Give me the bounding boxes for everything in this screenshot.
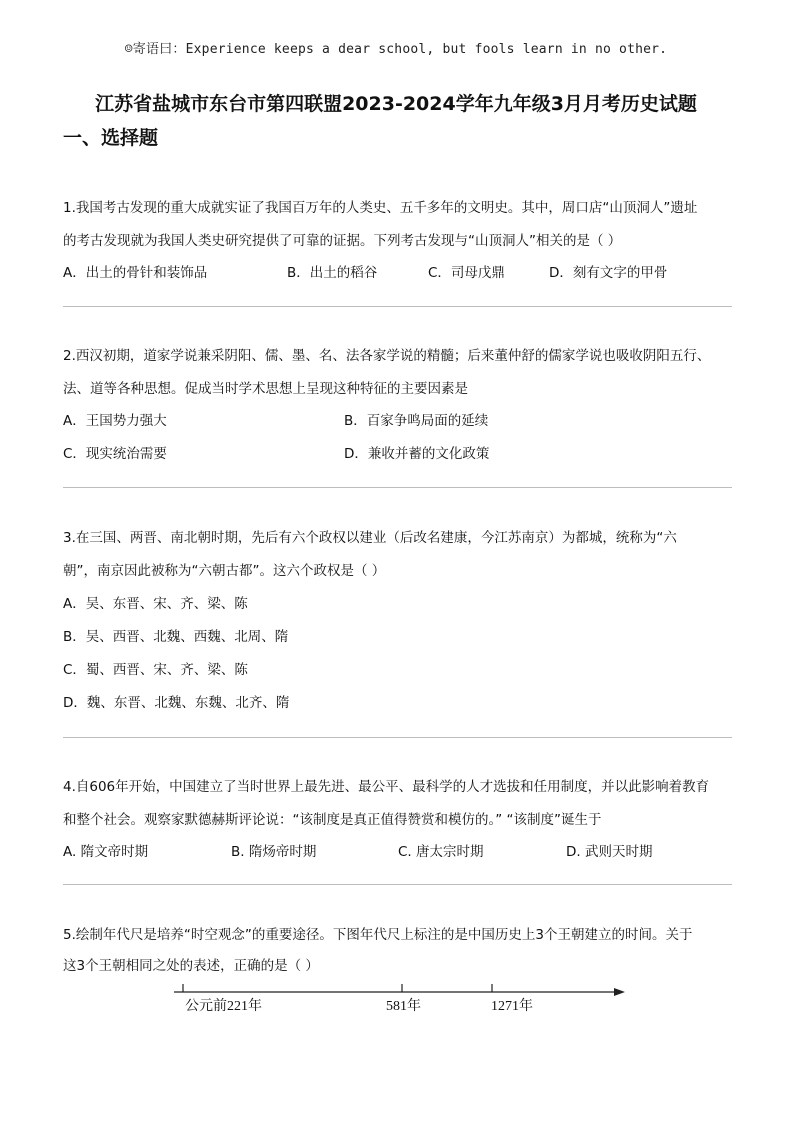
motto-line: ☺寄语曰：Experience keeps a dear school, but fools learn in no other. — [124, 42, 668, 57]
question-2-option-b: B．百家争鸣局面的延续 — [344, 413, 489, 429]
divider — [63, 487, 732, 488]
question-4-line-2: 和整个社会。观察家默德赫斯评论说：“该制度是真正值得赞赏和模仿的。” “该制度”诞生于 — [63, 812, 602, 828]
timeline-label-2: 581年 — [386, 999, 421, 1014]
question-2-option-d: D．兼收并蓄的文化政策 — [344, 446, 490, 462]
question-3-option-b: B．吴、西晋、北魏、西魏、北周、隋 — [63, 629, 289, 645]
section-title: 一、选择题 — [63, 127, 159, 149]
timeline-arrow — [614, 988, 625, 996]
exam-title: 江苏省盐城市东台市第四联盟2023-2024学年九年级3月月考历史试题 — [95, 93, 697, 115]
question-2-option-c: C．现实统治需要 — [63, 446, 167, 462]
question-1-option-c: C．司母戊鼎 — [428, 265, 505, 281]
question-1-line-2: 的考古发现就为我国人类史研究提供了可靠的证据。下列考古发现与“山顶洞人”相关的是（ ） — [63, 233, 622, 249]
divider — [63, 306, 732, 307]
question-1-option-a: A．出土的骨针和装饰品 — [63, 265, 208, 281]
question-4-line-1: 4.自606年开始，中国建立了当时世界上最先进、最公平、最科学的人才选拔和任用制度，并以此影响着教育 — [63, 779, 710, 795]
question-3-option-c: C．蜀、西晋、宋、齐、梁、陈 — [63, 662, 248, 678]
question-1-line-1: 1.我国考古发现的重大成就实证了我国百万年的人类史、五千多年的文明史。其中，周口店“山顶洞人”遗址 — [63, 200, 698, 216]
question-2-line-1: 2.西汉初期，道家学说兼采阴阳、儒、墨、名、法各家学说的精髓；后来董仲舒的儒家学说也吸收阴阳五行、 — [63, 348, 711, 364]
question-1-option-b: B．出土的稻谷 — [287, 265, 378, 281]
question-4-option-a: A. 隋文帝时期 — [63, 844, 149, 860]
question-3-option-a: A．吴、东晋、宋、齐、梁、陈 — [63, 596, 248, 612]
question-2-line-2: 法、道等各种思想。促成当时学术思想上呈现这种特征的主要因素是 — [63, 381, 468, 397]
timeline-label-1: 公元前221年 — [185, 999, 262, 1014]
question-5-line-2: 这3个王朝相同之处的表述，正确的是（ ） — [63, 958, 319, 974]
question-3-line-1: 3.在三国、两晋、南北朝时期，先后有六个政权以建业（后改名建康，今江苏南京）为都城，统称为“六 — [63, 530, 677, 546]
question-5-line-1: 5.绘制年代尺是培养“时空观念”的重要途径。下图年代尺上标注的是中国历史上3个王朝建立的时间。关于 — [63, 927, 693, 943]
question-3-option-d: D．魏、东晋、北魏、东魏、北齐、隋 — [63, 695, 290, 711]
question-4-option-c: C. 唐太宗时期 — [398, 844, 484, 860]
question-1-option-d: D．刻有文字的甲骨 — [549, 265, 668, 281]
divider — [63, 884, 732, 885]
divider — [63, 737, 732, 738]
timeline-label-3: 1271年 — [491, 999, 533, 1014]
question-4-option-d: D. 武则天时期 — [566, 844, 653, 860]
question-2-option-a: A．王国势力强大 — [63, 413, 167, 429]
question-3-line-2: 朝”，南京因此被称为“六朝古都”。这六个政权是（ ） — [63, 563, 386, 579]
question-4-option-b: B. 隋炀帝时期 — [231, 844, 317, 860]
